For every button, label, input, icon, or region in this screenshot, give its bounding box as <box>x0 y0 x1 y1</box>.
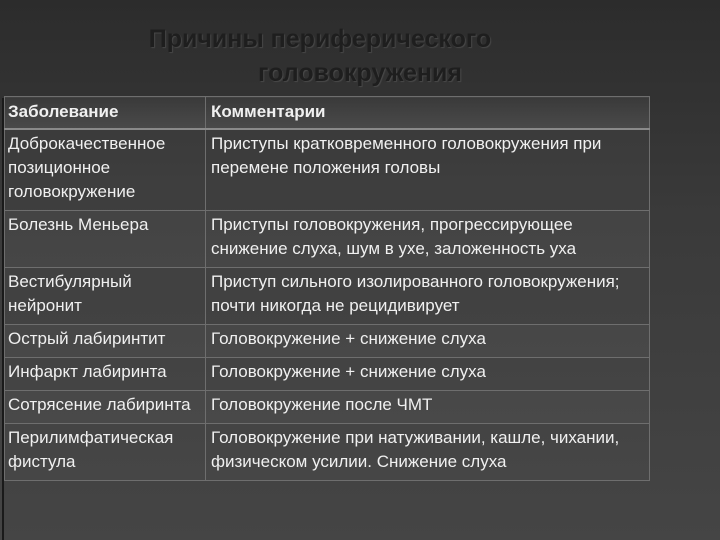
disease-cell: Доброкачественное позиционное головокружение <box>5 129 206 211</box>
comment-cell: Головокружение + снижение слуха <box>206 358 650 391</box>
table-row <box>5 129 650 211</box>
disease-cell: Перилимфатическая фистула <box>5 424 206 481</box>
comment-cell: Приступы кратковременного головокружения при перемене положения головы <box>206 129 650 211</box>
disease-cell: Болезнь Меньера <box>5 211 206 268</box>
table-row <box>5 268 650 325</box>
comment-cell: Приступы головокружения, прогрессирующее снижение слуха, шум в ухе, заложенность уха <box>206 211 650 268</box>
causes-table <box>4 96 650 481</box>
header-comments: Комментарии <box>206 97 650 130</box>
title-line-1: Причины периферического <box>148 25 492 53</box>
table-row <box>5 358 650 391</box>
comment-cell: Приступ сильного изолированного головокружения; почти никогда не рецидивирует <box>206 268 650 325</box>
disease-cell: Вестибулярный нейронит <box>5 268 206 325</box>
table-row <box>5 211 650 268</box>
disease-cell: Инфаркт лабиринта <box>5 358 206 391</box>
table-row <box>5 424 650 481</box>
header-disease: Заболевание <box>5 97 206 130</box>
table-row <box>5 325 650 358</box>
comment-cell: Головокружение при натуживании, кашле, чихании, физическом усилии. Снижение слуха <box>206 424 650 481</box>
disease-cell: Сотрясение лабиринта <box>5 391 206 424</box>
table-header-row <box>5 97 650 130</box>
title-line-2: головокружения <box>258 59 462 87</box>
comment-cell: Головокружение после ЧМТ <box>206 391 650 424</box>
comment-cell: Головокружение + снижение слуха <box>206 325 650 358</box>
page-title <box>0 22 720 90</box>
disease-cell: Острый лабиринтит <box>5 325 206 358</box>
table-row <box>5 391 650 424</box>
